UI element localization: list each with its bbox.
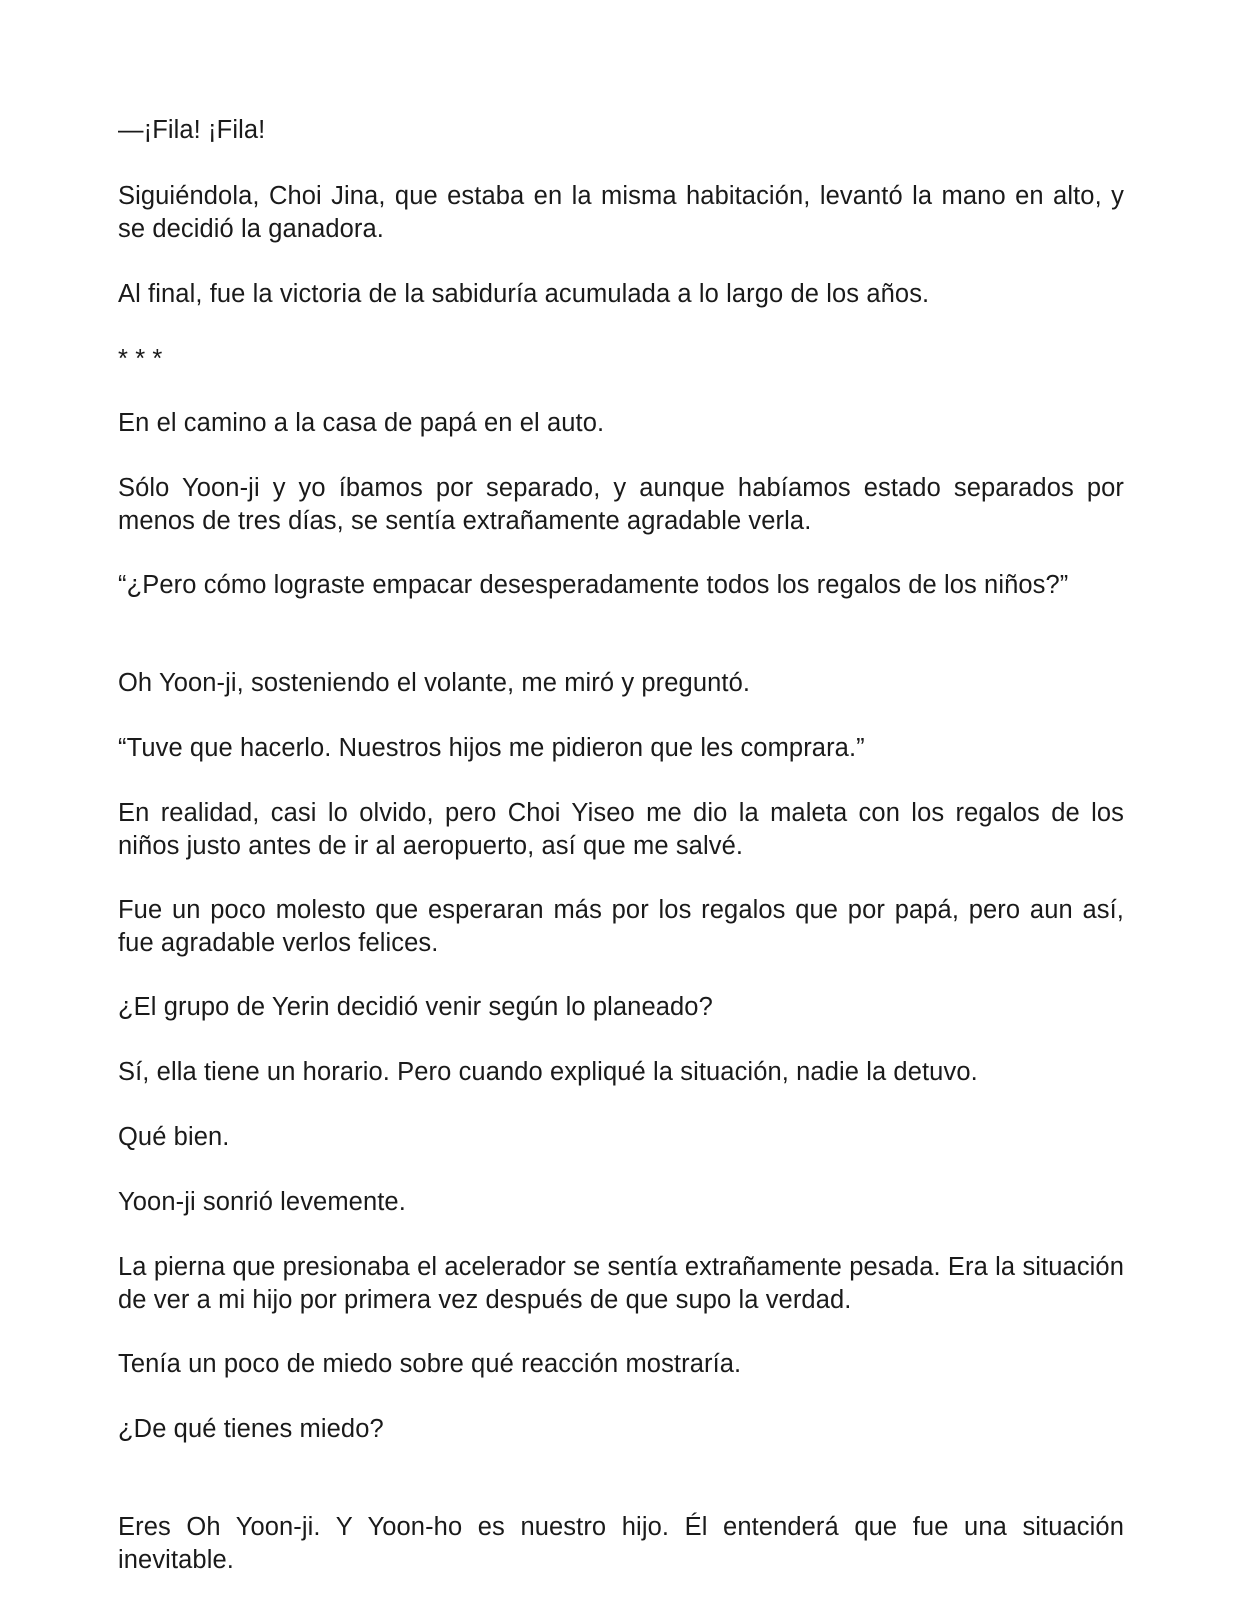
- paragraph: ¿El grupo de Yerin decidió venir según lo planeado?: [118, 993, 713, 1021]
- paragraph: “¿Pero cómo lograste empacar desesperadamente todos los regalos de los niños?”: [118, 571, 1069, 599]
- paragraph: Yoon-ji sonrió levemente.: [118, 1188, 406, 1216]
- paragraph: Sí, ella tiene un horario. Pero cuando expliqué la situación, nadie la detuvo.: [118, 1058, 978, 1086]
- paragraph: Oh Yoon-ji, sosteniendo el volante, me miró y preguntó.: [118, 669, 751, 697]
- paragraph: Siguiéndola, Choi Jina, que estaba en la misma habitación, levantó la mano en alto, y se decidió la ganadora.: [118, 182, 1124, 243]
- paragraph: En realidad, casi lo olvido, pero Choi Yiseo me dio la maleta con los regalos de los niños justo antes de ir al aeropuerto, así que me salvé.: [118, 799, 1124, 860]
- paragraph: En el camino a la casa de papá en el auto.: [118, 409, 605, 437]
- paragraph: —¡Fila! ¡Fila!: [118, 116, 266, 144]
- scene-break: * * *: [118, 345, 163, 373]
- paragraph: Eres Oh Yoon-ji. Y Yoon-ho es nuestro hijo. Él entenderá que fue una situación inevitable.: [118, 1513, 1124, 1574]
- paragraph: ¿De qué tienes miedo?: [118, 1415, 384, 1443]
- paragraph: Sólo Yoon-ji y yo íbamos por separado, y aunque habíamos estado separados por menos de tres días, se sentía extrañamente agradable verla.: [118, 474, 1124, 535]
- paragraph: Al final, fue la victoria de la sabiduría acumulada a lo largo de los años.: [118, 280, 930, 308]
- paragraph: Fue un poco molesto que esperaran más por los regalos que por papá, pero aun así, fue agradable verlos felices.: [118, 896, 1124, 957]
- paragraph: La pierna que presionaba el acelerador se sentía extrañamente pesada. Era la situación de ver a mi hijo por primera vez después de que supo la verdad.: [118, 1253, 1124, 1314]
- paragraph: “Tuve que hacerlo. Nuestros hijos me pidieron que les comprara.”: [118, 734, 865, 762]
- paragraph: Tenía un poco de miedo sobre qué reacción mostraría.: [118, 1350, 742, 1378]
- paragraph: Qué bien.: [118, 1123, 230, 1151]
